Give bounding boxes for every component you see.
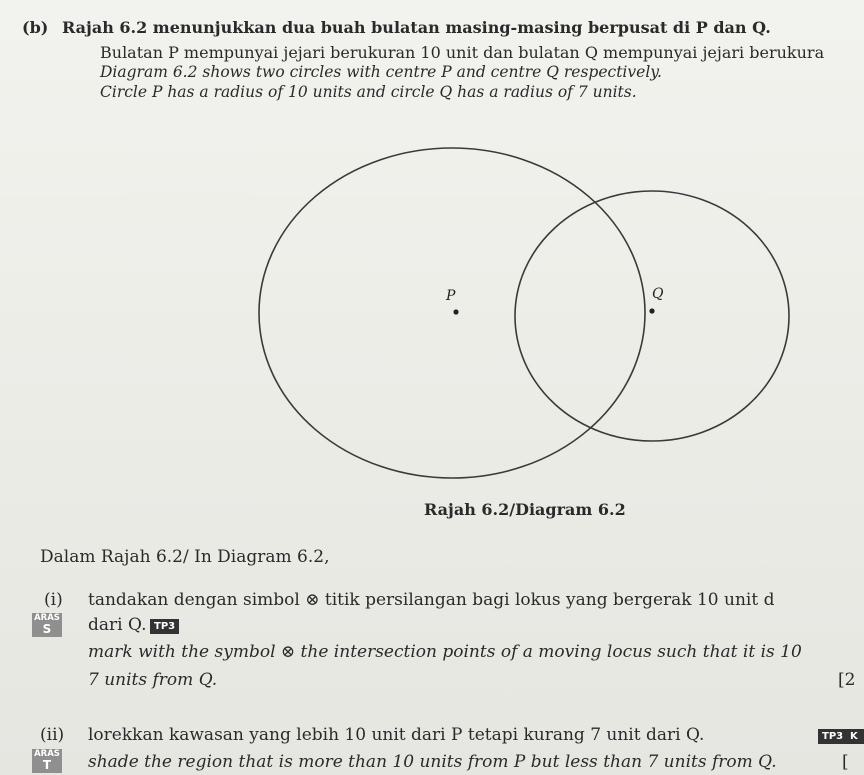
aras-ii-level: T xyxy=(42,758,52,772)
aras-i-top: ARAS xyxy=(34,613,60,623)
label-q: Q xyxy=(652,286,664,302)
part-i-marks: [2 xyxy=(838,670,856,690)
question-ms-line-2: Bulatan P mempunyai jejari berukuran 10 unit dan bulatan Q mempunyai jejari berukura xyxy=(100,43,825,62)
intro-line: Dalam Rajah 6.2/ In Diagram 6.2, xyxy=(40,547,330,567)
aras-s-badge xyxy=(32,613,62,637)
part-ii-marks: [ xyxy=(842,752,849,772)
tp3-badge-i: TP3 xyxy=(150,619,179,634)
k-badge: K xyxy=(846,729,864,744)
question-ms-line-1: Rajah 6.2 menunjukkan dua buah bulatan masing-masing berpusat di P dan Q. xyxy=(62,18,771,37)
question-en-line-1: Diagram 6.2 shows two circles with centre P and centre Q respectively. xyxy=(100,63,662,81)
centre-q-point xyxy=(649,308,654,313)
tp3-badge-ii: TP3 xyxy=(818,729,847,744)
part-ii-number: (ii) xyxy=(40,725,65,745)
question-label: (b) xyxy=(22,18,49,37)
part-i-ms-line-1: tandakan dengan simbol ⊗ titik persilangan bagi lokus yang bergerak 10 unit d xyxy=(88,590,775,610)
part-i-ms-line-2: dari Q. xyxy=(88,615,147,635)
part-i-en-line-1: mark with the symbol ⊗ the intersection points of a moving locus such that it is 10 xyxy=(88,642,802,662)
part-ii-ms-line: lorekkan kawasan yang lebih 10 unit dari P tetapi kurang 7 unit dari Q. xyxy=(88,725,705,745)
circle-p xyxy=(259,148,645,478)
centre-p-point xyxy=(453,309,458,314)
diagram-caption: Rajah 6.2/Diagram 6.2 xyxy=(424,500,626,519)
label-p: P xyxy=(446,288,456,304)
aras-t-badge xyxy=(32,749,62,773)
aras-i-level: S xyxy=(42,622,52,636)
part-i-number: (i) xyxy=(44,590,63,610)
circle-q xyxy=(515,191,789,441)
part-ii-en-line: shade the region that is more than 10 units from P but less than 7 units from Q. xyxy=(88,752,777,772)
circles-diagram xyxy=(0,130,864,500)
part-i-en-line-2: 7 units from Q. xyxy=(88,670,218,690)
aras-ii-top: ARAS xyxy=(34,749,60,759)
question-en-line-2: Circle P has a radius of 10 units and circle Q has a radius of 7 units. xyxy=(100,83,637,101)
